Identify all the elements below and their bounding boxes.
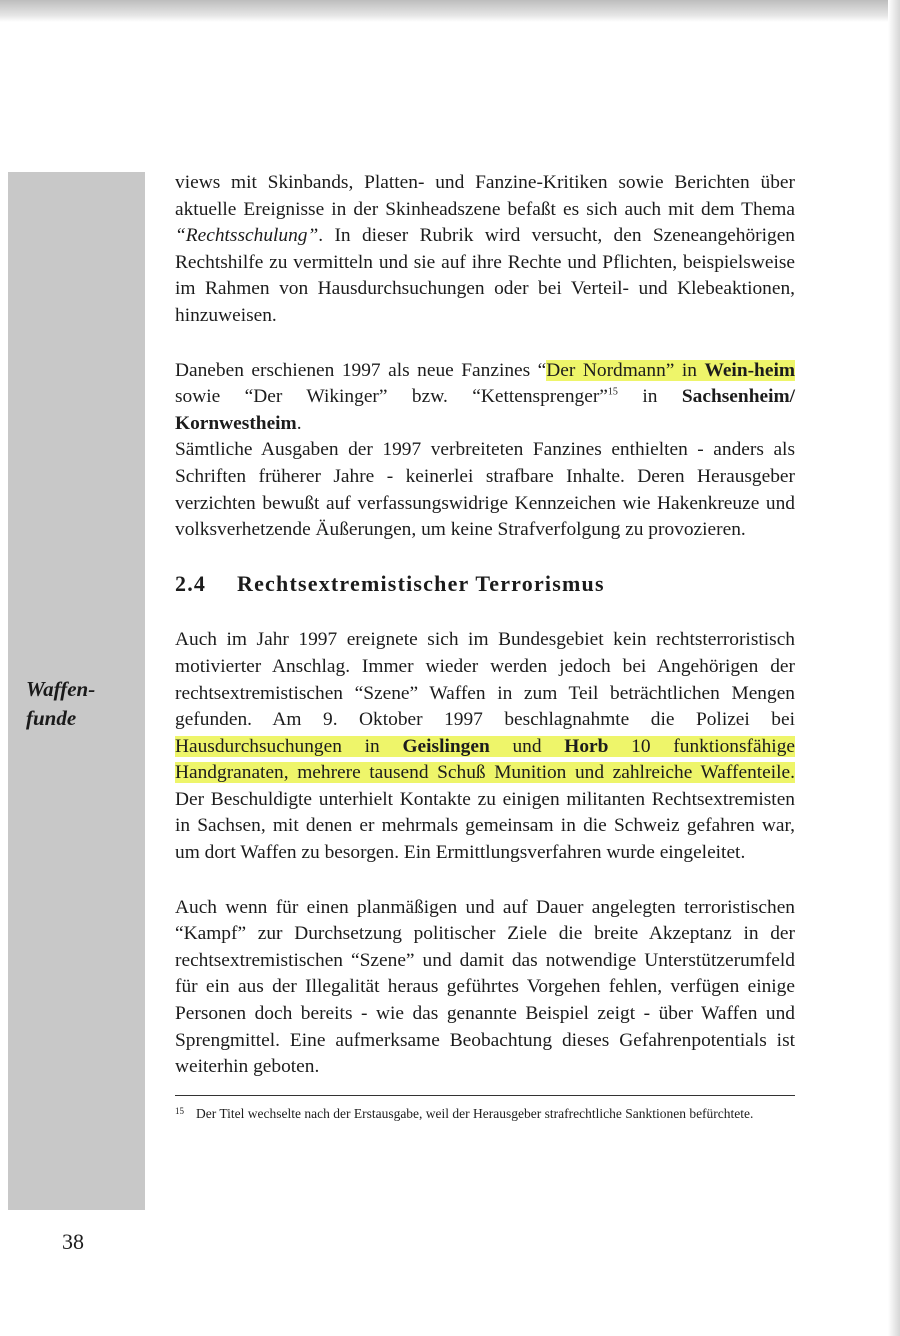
footnote-divider <box>175 1095 795 1096</box>
margin-note-line2: funde <box>26 706 77 730</box>
highlight: und <box>489 735 565 757</box>
section-title: Rechtsextremistischer Terrorismus <box>237 570 605 596</box>
margin-note <box>26 675 126 733</box>
footnote-number: 15 <box>175 1105 184 1116</box>
paragraph-no-criminal-content: Sämtliche Ausgaben der 1997 verbreiteten Fanzines enthielten - anders als Schriften früherer Jahre - keinerlei strafbare Inhalte. Deren Herausgeber verzichten bewußt auf verfassungswidrige Kennzeichen wie Hakenkreuze und volksverhetzende Äußerungen, um keine Strafverfolgung zu provozieren. <box>175 439 795 541</box>
page-number: 38 <box>62 1229 84 1254</box>
paragraph-fanzine-content: views mit Skinbands, Platten- und Fanzine-Kritiken sowie Berichten über aktuelle Ereignisse in der Skinheadszene befaßt es sich auch mit dem Thema “Rechtsschulung”. In dieser Rubrik wird versucht, den Szeneangehörigen Rechtshilfe zu vermitteln und sie auf ihre Rechte und Pflichten, beispielsweise im Rahmen von Hausdurchsuchungen oder bei Verteil- und Klebeaktionen, hinzuweisen. <box>175 172 795 326</box>
paragraph-weapons-finds: Auch im Jahr 1997 ereignete sich im Bundesgebiet kein rechtsterroristisch motivierter Anschlag. Immer wieder werden jedoch bei Angehörigen der rechtsextremistischen “Szene” Waffen in zum Teil beträchtlichen Mengen gefunden. Am 9. Oktober 1997 beschlagnahmte die Polizei bei Hausdurchsuchungen in Geislingen und Horb 10 funktionsfähige Handgranaten, mehrere tausend Schuß Munition und zahlreiche Waffenteile. Der Beschuldigte unterhielt Kontakte zu einigen militanten Rechtsextremisten in Sachsen, mit denen er mehrmals gemeinsam in die Schweiz gefahren war, um dort Waffen zu besorgen. Ein Ermittlungsverfahren wurde eingeleitet. <box>175 629 795 864</box>
highlight: Hausdurchsuchungen in <box>175 735 403 757</box>
footnote-text: Der Titel wechselte nach der Erstausgabe, weil der Herausgeber strafrechtliche Sanktionen befürchtete. <box>196 1105 754 1121</box>
highlight-bold: Geislingen <box>402 735 490 757</box>
section-number: 2.4 <box>175 570 207 596</box>
section-heading <box>175 571 795 598</box>
margin-note-line1: Waffen- <box>26 677 96 701</box>
scan-top-shadow <box>0 0 900 22</box>
highlight-bold: Horb <box>564 735 609 757</box>
highlight: 10 funktionsfähige Handgranaten, mehrere tausend Schuß Munition und zahlreiche Waffenteile. <box>175 735 795 784</box>
paragraph-new-fanzines: Daneben erschienen 1997 als neue Fanzines “Der Nordmann” in Wein-heim sowie “Der Wikinger” bzw. “Kettensprenger”$^{15}$ in Sachsenheim/ Kornwestheim. <box>175 359 796 434</box>
highlight: Der Nordmann” in <box>546 359 705 381</box>
footnote <box>175 1102 795 1123</box>
main-text <box>175 170 795 1123</box>
paragraph-terror-assessment: Auch wenn für einen planmäßigen und auf Dauer angelegten terroristischen “Kampf” zur Durchsetzung politischer Ziele die breite Akzeptanz in der rechtsextremistischen “Szene” und damit das notwendige Unterstützerumfeld für ein aus der Illegalität heraus geführtes Vorgehen fehlen, verfügen einige Personen doch bereits - wie das genannte Beispiel zeigt - über Waffen und Sprengmittel. Eine aufmerksame Beobachtung dieses Gefahrenpotentials ist weiterhin geboten. <box>175 896 795 1078</box>
scan-right-shadow <box>888 0 900 1336</box>
highlight-bold: Wein-heim <box>704 359 795 381</box>
footnote-reference: 15 <box>607 386 618 398</box>
